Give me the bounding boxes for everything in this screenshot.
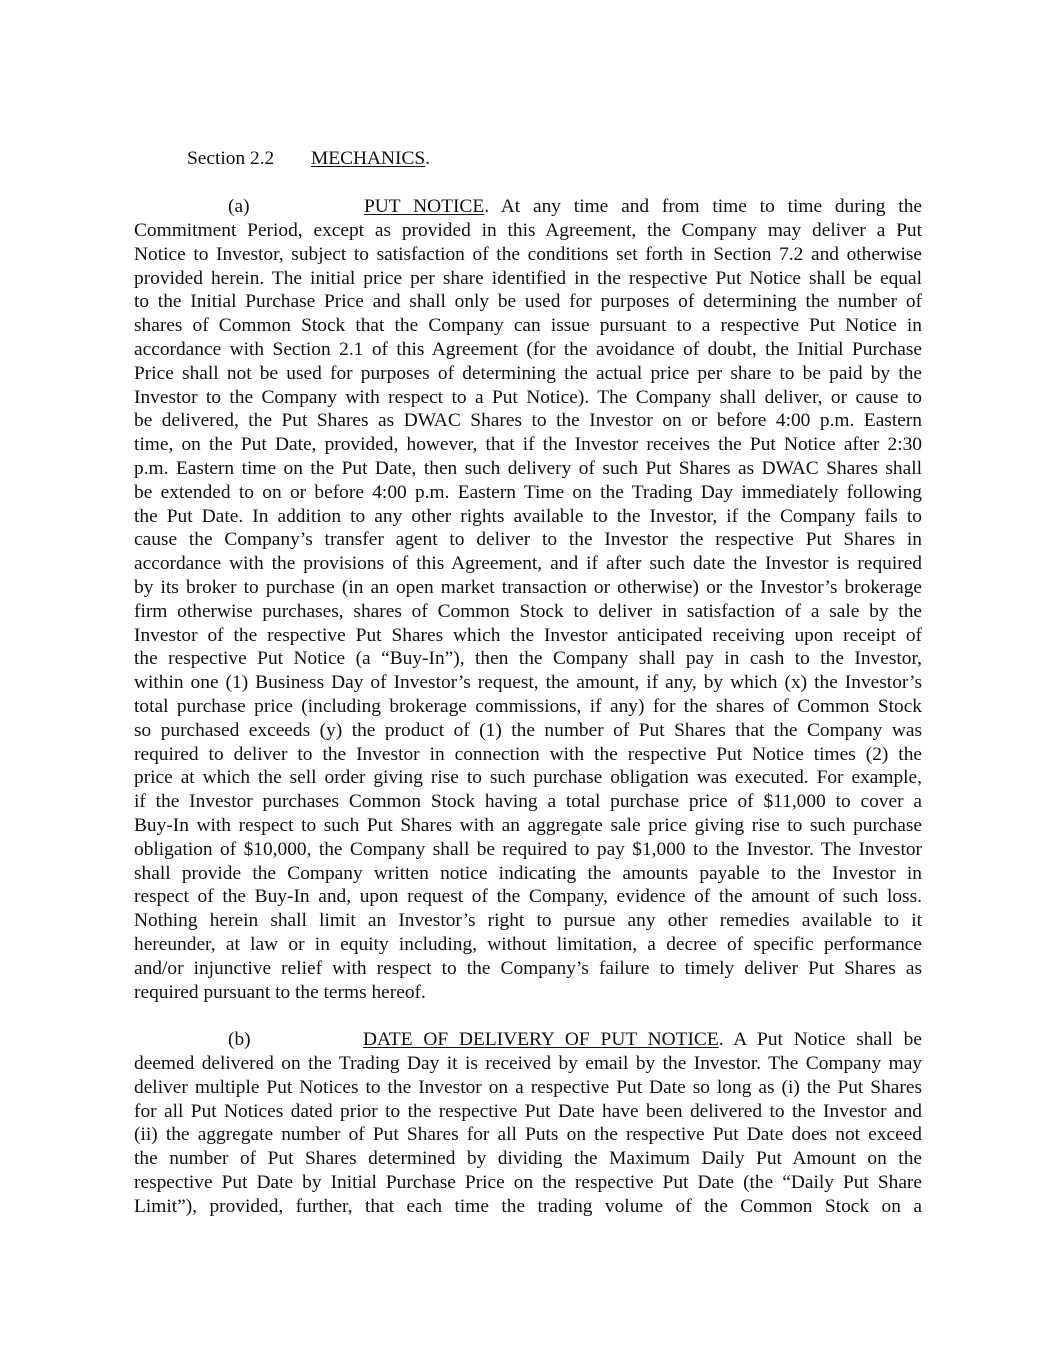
- text-line: (ii) the aggregate number of Put Shares for all Puts on the respective Put Date does not exceed: [134, 1124, 922, 1146]
- text-line: shall provide the Company written notice indicating the amounts payable to the Investor in: [134, 862, 922, 884]
- text-line: required pursuant to the terms hereof.: [134, 981, 426, 1003]
- para-b-heading: DATE OF DELIVERY OF PUT NOTICE: [363, 1029, 719, 1050]
- text-line: by its broker to purchase (in an open market transaction or otherwise) or the Investor’s brokerage: [134, 577, 922, 598]
- para-a-heading: PUT NOTICE: [364, 196, 485, 217]
- para-a-line: . At any time and from time to time during the: [484, 196, 922, 217]
- text-line: Buy-In with respect to such Put Shares with an aggregate sale price giving rise to such purchase: [134, 815, 922, 836]
- text-line: provided herein. The initial price per share identified in the respective Put Notice shall be equal: [134, 267, 922, 289]
- text-line: respective Put Date by Initial Purchase Price on the respective Put Date (the “Daily Put Share: [134, 1172, 922, 1193]
- section-title-text: MECHANICS: [311, 148, 426, 169]
- para-a-first-line: [364, 195, 922, 219]
- text-line: be delivered, the Put Shares as DWAC Shares to the Investor on or before 4:00 p.m. Eastern: [134, 410, 922, 432]
- text-line: within one (1) Business Day of Investor’s request, the amount, if any, by which (x) the Investor’s: [134, 672, 922, 694]
- text-line: Commitment Period, except as provided in this Agreement, the Company may deliver a Put: [134, 220, 922, 241]
- text-line: respect of the Buy-In and, upon request of the Company, evidence of the amount of such loss.: [134, 886, 922, 908]
- text-line: for all Put Notices dated prior to the respective Put Date have been delivered to the Investor and: [134, 1100, 922, 1122]
- text-line: the Put Date. In addition to any other rights available to the Investor, if the Company fails to: [134, 505, 922, 527]
- section-title-suffix: .: [425, 148, 431, 169]
- text-line: deliver multiple Put Notices to the Investor on a respective Put Date so long as (i) the Put Shares: [134, 1076, 922, 1098]
- text-line: time, on the Put Date, provided, however, that if the Investor receives the Put Notice after 2:30: [134, 434, 922, 456]
- text-line: price at which the sell order giving rise to such purchase obligation was executed. For example,: [134, 767, 922, 789]
- text-line: Investor to the Company with respect to a Put Notice). The Company shall deliver, or cause to: [134, 386, 922, 408]
- text-line: Limit”), provided, further, that each time the trading volume of the Common Stock on a: [134, 1195, 922, 1217]
- text-line: p.m. Eastern time on the Put Date, then such delivery of such Put Shares as DWAC Shares shall: [134, 458, 922, 479]
- para-b-first-line: [363, 1028, 922, 1052]
- text-line: firm otherwise purchases, shares of Common Stock to deliver in satisfaction of a sale by the: [134, 600, 922, 622]
- text-line: and/or injunctive relief with respect to the Company’s failure to timely deliver Put Shares as: [134, 957, 922, 979]
- text-line: Nothing herein shall limit an Investor’s right to pursue any other remedies available to it: [134, 910, 922, 932]
- text-line: Investor of the respective Put Shares which the Investor anticipated receiving upon receipt of: [134, 624, 922, 646]
- text-line: if the Investor purchases Common Stock having a total purchase price of $11,000 to cover a: [134, 791, 922, 813]
- text-line: required to deliver to the Investor in connection with the respective Put Notice times (2) the: [134, 743, 922, 765]
- text-line: to the Initial Purchase Price and shall only be used for purposes of determining the number of: [134, 291, 922, 313]
- text-line: obligation of $10,000, the Company shall be required to pay $1,000 to the Investor. The Investor: [134, 838, 922, 860]
- text-line: total purchase price (including brokerage commissions, if any) for the shares of Common Stock: [134, 696, 922, 717]
- text-line: cause the Company’s transfer agent to deliver to the Investor the respective Put Shares in: [134, 529, 922, 551]
- text-line: hereunder, at law or in equity including, without limitation, a decree of specific performance: [134, 934, 922, 955]
- text-line: Notice to Investor, subject to satisfaction of the conditions set forth in Section 7.2 and otherwise: [134, 243, 922, 265]
- text-line: deemed delivered on the Trading Day it is received by email by the Investor. The Company may: [134, 1053, 922, 1074]
- text-line: the number of Put Shares determined by dividing the Maximum Daily Put Amount on the: [134, 1148, 922, 1170]
- text-line: the respective Put Notice (a “Buy-In”), then the Company shall pay in cash to the Investor,: [134, 648, 922, 670]
- para-a-label: (a): [228, 196, 250, 217]
- para-b-label: (b): [228, 1029, 251, 1050]
- section-number: Section 2.2: [187, 148, 275, 169]
- text-line: Price shall not be used for purposes of determining the actual price per share to be paid by the: [134, 362, 922, 384]
- section-title: [311, 147, 430, 171]
- para-b-line: . A Put Notice shall be: [718, 1029, 922, 1050]
- text-line: so purchased exceeds (y) the product of (1) the number of Put Shares that the Company was: [134, 719, 922, 741]
- text-line: shares of Common Stock that the Company can issue pursuant to a respective Put Notice in: [134, 315, 922, 337]
- text-line: be extended to on or before 4:00 p.m. Eastern Time on the Trading Day immediately following: [134, 481, 922, 503]
- text-line: accordance with the provisions of this Agreement, and if after such date the Investor is required: [134, 553, 922, 575]
- text-line: accordance with Section 2.1 of this Agreement (for the avoidance of doubt, the Initial Purchase: [134, 339, 922, 360]
